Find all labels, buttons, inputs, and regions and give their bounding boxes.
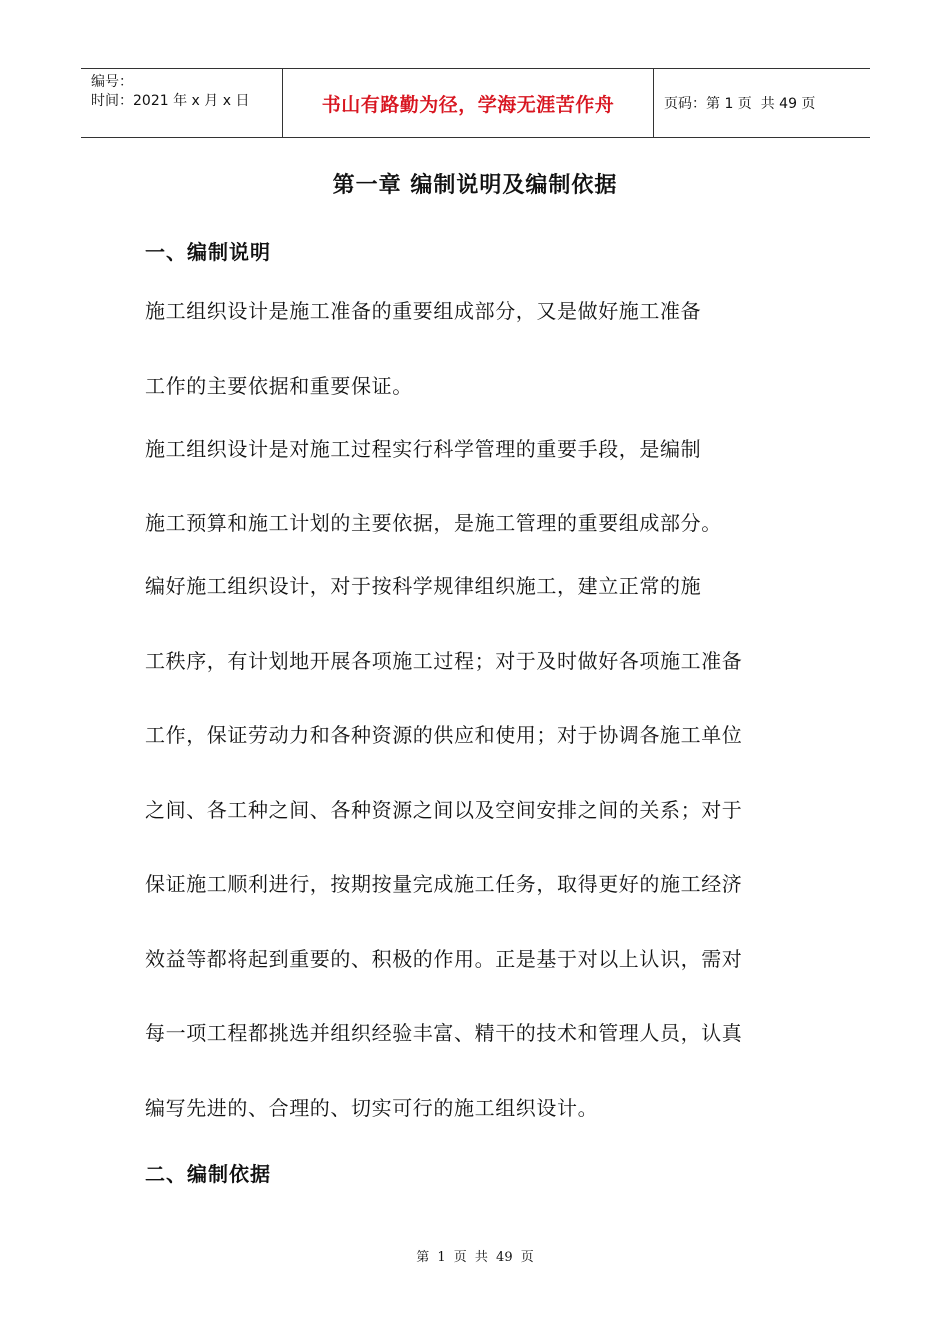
paragraph-line: 施工预算和施工计划的主要依据，是施工管理的重要组成部分。: [145, 511, 722, 535]
paragraph-line: 之间、各工种之间、各种资源之间以及空间安排之间的关系；对于: [145, 798, 743, 822]
header-meta-cell: [81, 69, 283, 137]
header-page-cell: [654, 69, 870, 137]
section-heading-explanation: 一、编制说明: [145, 240, 271, 264]
header-motto: 书山有路勤为径，学海无涯苦作舟: [321, 93, 615, 116]
paragraph-line: 每一项工程都挑选并组织经验丰富、精干的技术和管理人员，认真: [145, 1021, 743, 1045]
paragraph-line: 工秩序，有计划地开展各项施工过程；对于及时做好各项施工准备: [145, 649, 743, 673]
paragraph-line: 工作的主要依据和重要保证。: [145, 374, 413, 398]
document-number-label: 编号：: [91, 74, 133, 90]
paragraph-line: 编好施工组织设计，对于按科学规律组织施工，建立正常的施: [145, 574, 702, 598]
section-heading-basis: 二、编制依据: [145, 1162, 271, 1186]
page-header: [81, 68, 870, 138]
paragraph-line: 编写先进的、合理的、切实可行的施工组织设计。: [145, 1096, 599, 1120]
document-time-label: 时间：2021 年 x 月 x 日: [91, 93, 250, 109]
paragraph-line: 施工组织设计是施工准备的重要组成部分，又是做好施工准备: [145, 299, 702, 323]
paragraph-line: 施工组织设计是对施工过程实行科学管理的重要手段，是编制: [145, 437, 702, 461]
chapter-title: 第一章 编制说明及编制依据: [332, 173, 618, 198]
header-motto-cell: [283, 69, 654, 137]
paragraph-line: 效益等都将起到重要的、积极的作用。正是基于对以上认识，需对: [145, 947, 743, 971]
header-page-info: 页码：第 1 页 共 49 页: [664, 96, 816, 112]
paragraph-line: 工作，保证劳动力和各种资源的供应和使用；对于协调各施工单位: [145, 723, 743, 747]
page-footer: 第 1 页 共 49 页: [416, 1250, 534, 1265]
paragraph-line: 保证施工顺利进行，按期按量完成施工任务，取得更好的施工经济: [145, 872, 743, 896]
